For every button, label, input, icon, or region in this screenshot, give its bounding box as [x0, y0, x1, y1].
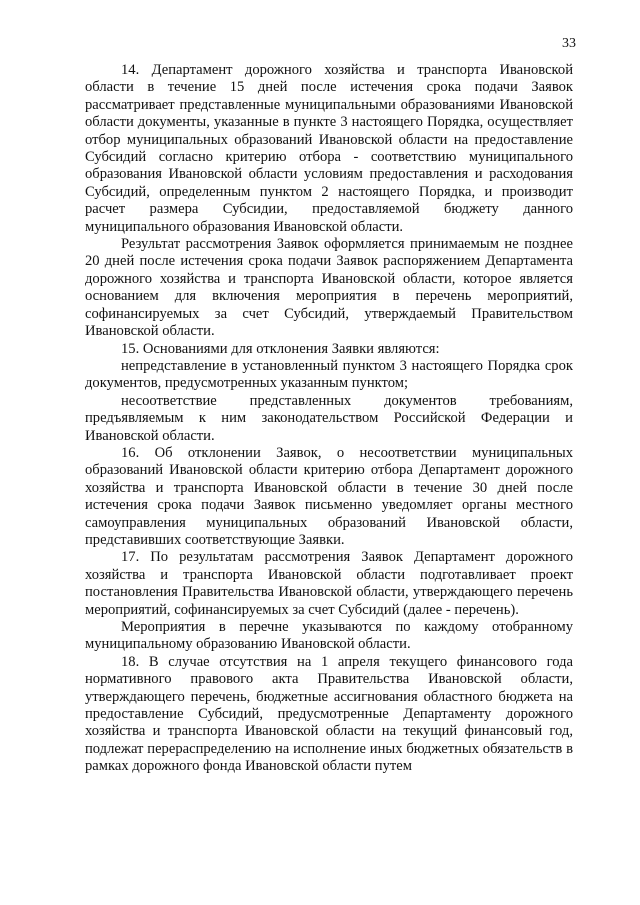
page-number: 33 [562, 36, 576, 51]
paragraph-18: 18. В случае отсутствия на 1 апреля текущего финансового года нормативного правового акта Правительства Ивановской области, утверждающего перечень, бюджетные ассигнования областного бюджета на предоставление Субсидий, предусмотренные Департаменту дорожного хозяйства и транспорта Ивановской области на текущий финансовый год, подлежат перераспределению на исполнение иных бюджетных обязательств в рамках дорожного фонда Ивановской области путем [85, 653, 573, 775]
paragraph-14: 14. Департамент дорожного хозяйства и транспорта Ивановской области в течение 15 дней после истечения срока подачи Заявок рассматривает представленные муниципальными образованиями Ивановской области документы, указанные в пункте 3 настоящего Порядка, осуществляет отбор муниципальных образований Ивановской области на предоставление Субсидий согласно критерию отбора - соответствию муниципального образования Ивановской области условиям предоставления и расходования Субсидий, определенным пунктом 2 настоящего Порядка, и производит расчет размера Субсидии, предоставляемой бюджету данного муниципального образования Ивановской области. [85, 62, 573, 235]
paragraph-15-item-2: несоответствие представленных документов требованиям, предъявляемым к ним законодательством Российской Федерации и Ивановской области. [85, 392, 573, 444]
paragraph-15-item-1: непредставление в установленный пунктом 3 настоящего Порядка срок документов, предусмотренных указанным пунктом; [85, 357, 573, 392]
paragraph-17: 17. По результатам рассмотрения Заявок Департамент дорожного хозяйства и транспорта Ивановской области подготавливает проект постановления Правительства Ивановской области, утверждающего перечень мероприятий, софинансируемых за счет Субсидий (далее - перечень). [85, 549, 573, 618]
paragraph-15: 15. Основаниями для отклонения Заявки являются: [121, 340, 440, 357]
document-body [85, 62, 573, 776]
paragraph-17-note: Мероприятия в перечне указываются по каждому отобранному муниципальному образованию Ивановской области. [85, 619, 573, 653]
paragraph-result: Результат рассмотрения Заявок оформляется принимаемым не позднее 20 дней после истечения срока подачи Заявок распоряжением Департамента дорожного хозяйства и транспорта Ивановской области, которое является основанием для включения мероприятия в перечень мероприятий, софинансируемых за счет Субсидий, утверждаемый Правительством Ивановской области. [85, 236, 573, 340]
paragraph-16: 16. Об отклонении Заявок, о несоответствии муниципальных образований Ивановской области критерию отбора Департамент дорожного хозяйства и транспорта Ивановской области в течение 30 дней после истечения срока подачи Заявок письменно уведомляет органы местного самоуправления муниципальных образований Ивановской области, представивших соответствующие Заявки. [85, 444, 573, 548]
